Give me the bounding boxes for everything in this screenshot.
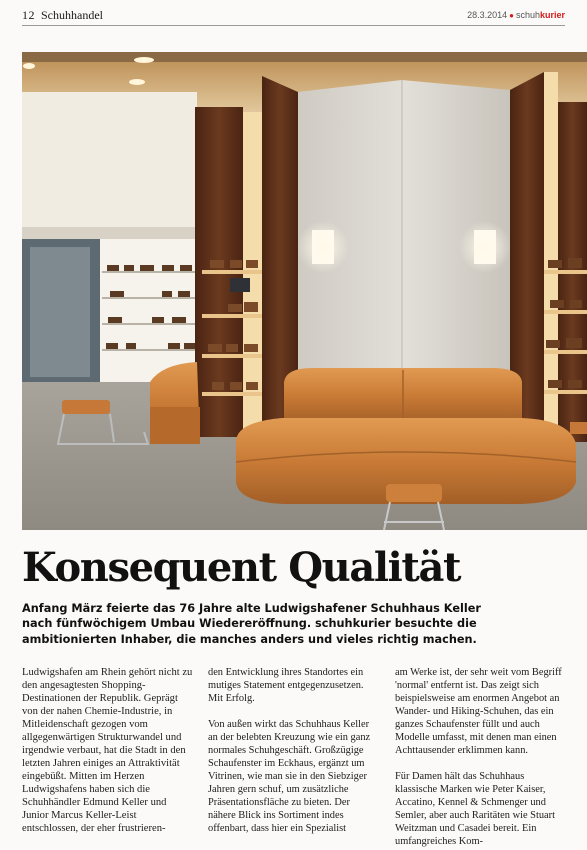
- paragraph: Für Damen hält das Schuhhaus klassische Marken wie Peter Kaiser, Accatino, Kennel & Schmenger und Semler, aber auch Raritäten wie Stuart Weitzman und Casadei bereit. Ein umfangreiches Kom-: [395, 771, 555, 847]
- shop-interior-photo: [22, 52, 587, 530]
- page-number: 12: [22, 8, 35, 22]
- page-header: [22, 7, 565, 26]
- bullet-icon: ●: [509, 11, 514, 20]
- article-column-2: [208, 666, 380, 835]
- paragraph: den Entwicklung ihres Standortes ein mutiges Statement entgegenzusetzen. Mit Erfolg.: [208, 667, 364, 704]
- paragraph: Ludwigshafen am Rhein gehört nicht zu den angesagtesten Shopping-Destinationen der Republik. Geprägt von der nahen Chemie-Industrie, in Mitleidenschaft gezogen vom allgegenwärtigen Strukturwandel und irgendwie verbaut, hat die Stadt in den letzten Jahren einiges an Attraktivität eingebüßt. Mitten im Herzen Ludwigshafens haben sich die Schuhhändler Edmund Keller und Junior Marcus Keller-Leist entschlossen, der eher frustrieren-: [22, 667, 193, 834]
- issue-info: [467, 10, 565, 20]
- article-headline: Konsequent Qualität: [22, 544, 461, 591]
- paragraph: Von außen wirkt das Schuhhaus Keller an der belebten Kreuzung wie ein ganz normales Schuhgeschäft. Großzügige Schaufenster im Eckhaus, ergänzt um Vitrinen, wie man sie in den Siebziger Jahren gern schuf, um zusätzliche Präsentationsfläche zu bieten. Der nähere Blick ins Sortiment indes offenbart, dass hier ein Spezialist: [208, 719, 371, 834]
- issue-date: 28.3.2014: [467, 10, 508, 20]
- magazine-logo: schuhkurier: [515, 10, 565, 20]
- paragraph: am Werke ist, der sehr weit vom Begriff 'normal' entfernt ist. Das zeigt sich beispielsweise am enormen Angebot an Wander- und Hiking-Schuhen, das ein ganzes Schaufenster füllt und auch Modelle umfasst, mit denen man einen Achttausender erklimmen kann.: [395, 667, 562, 756]
- section-title: Schuhhandel: [41, 8, 103, 22]
- article-lead: Anfang März feierte das 76 Jahre alte Ludwigshafener Schuhhaus Keller nach fünfwöchigem Umbau Wiedereröffnung. schuhkurier besuchte die ambitionierten Inhaber, die manches anders und vieles richtig machen.: [22, 602, 481, 646]
- article-column-3: [395, 666, 565, 848]
- article-column-1: [22, 666, 194, 835]
